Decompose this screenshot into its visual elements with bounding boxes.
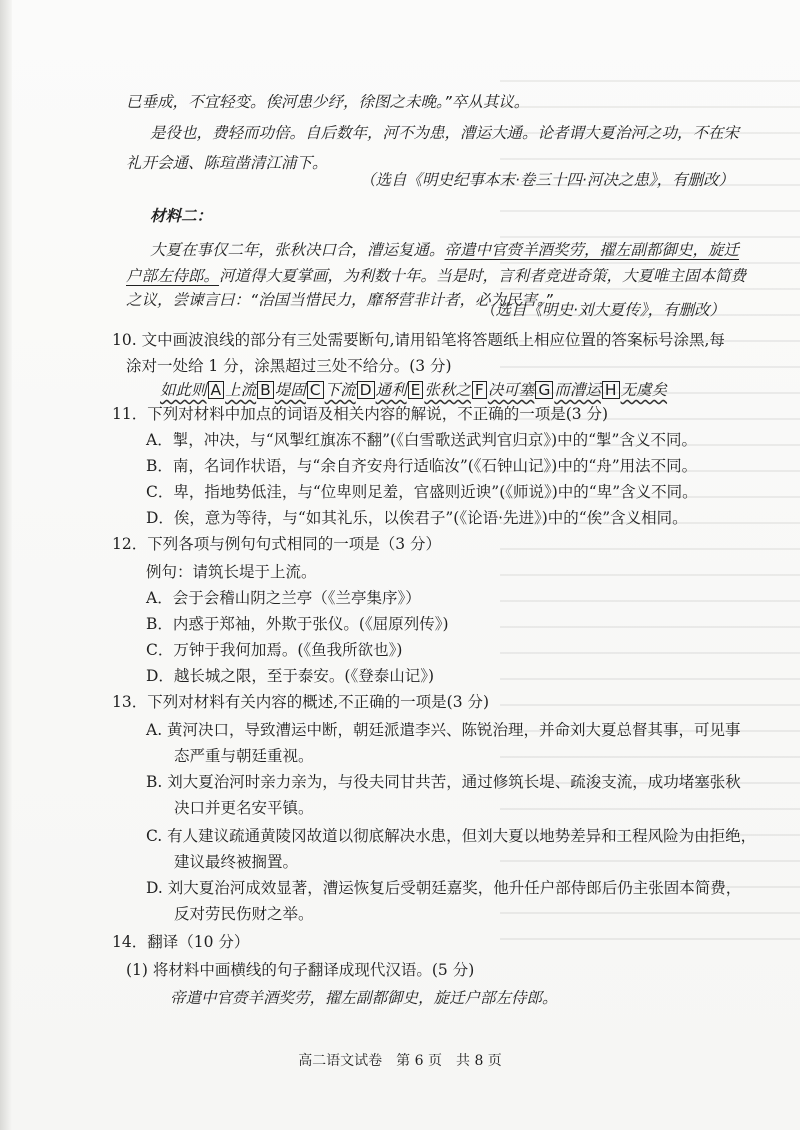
- material2-underlined-2: 户部左侍郎。: [126, 267, 220, 285]
- material2-line1: [150, 240, 739, 260]
- q14-stem: 14．翻译（10 分）: [112, 933, 250, 951]
- q13-option-a-line2: 态严重与朝廷重视。: [174, 747, 314, 765]
- q10-seg-3: 下流: [324, 381, 356, 399]
- material2-source: （选自《明史·刘大夏传》，有删改）: [480, 301, 726, 319]
- q10-stem-2: 涂对一处给 1 分，涂黑超过三处不给分。(3 分): [126, 357, 452, 375]
- q10-seg-7: 而漕运: [554, 381, 601, 399]
- q13-option-c-line2: 建议最终被搁置。: [174, 853, 299, 871]
- q11-option-b[interactable]: B．南，名词作状语，与“余自齐安舟行适临汝”(《石钟山记》)中的“舟”用法不同。: [146, 457, 698, 475]
- q12-option-c[interactable]: C．万钟于我何加焉。(《鱼我所欲也》): [146, 641, 403, 659]
- q13-option-a-line1[interactable]: A. 黄河决口，导致漕运中断，朝廷派遣李兴、陈锐治理，并命刘大夏总督其事，可见事: [146, 721, 741, 739]
- q12-stem: 12．下列各项与例句句式相同的一项是（3 分）: [112, 535, 442, 553]
- q10-box-f[interactable]: F: [472, 381, 487, 399]
- q13-option-d-line1[interactable]: D. 刘大夏治河成效显著，漕运恢复后受朝廷嘉奖，他升任户部侍郎后仍主张固本简费，: [146, 879, 742, 897]
- q13-option-c-line1[interactable]: C. 有人建议疏通黄陵冈故道以彻底解决水患，但刘大夏以地势差异和工程风险为由拒绝，: [146, 827, 757, 845]
- q10-seg-5: 张秋之: [424, 381, 471, 399]
- material2-line2-b: 河道得大夏掌画，为利数十年。当是时，言利者竞进奇策，大夏唯主固本简费: [219, 267, 747, 285]
- q11-option-d[interactable]: D．俟，意为等待，与“如其礼乐，以俟君子”(《论语·先进》)中的“俟”含义相同。: [146, 509, 688, 527]
- material2-line3: 之议，尝谏言曰：“治国当惜民力，靡帑营非计者，必为民害。”: [126, 291, 553, 309]
- material1-line1: 已垂成，不宜轻变。俟河患少纾，徐图之未晚。”卒从其议。: [126, 93, 530, 111]
- q10-stem-1: 10. 文中画波浪线的部分有三处需要断句,请用铅笔将答题纸上相应位置的答案标号涂黑,每: [112, 331, 725, 349]
- material2-line1-a: 大夏在事仅二年，张秋决口合，漕运复通。: [150, 241, 445, 259]
- q12-example: 例句：请筑长堤于上流。: [146, 563, 317, 581]
- q10-seg-6: 决可塞: [487, 381, 535, 399]
- q10-box-a[interactable]: A: [208, 381, 225, 399]
- q10-seg-0: 如此则: [160, 381, 207, 399]
- q10-seg-8: 无虞矣: [620, 381, 668, 399]
- q12-option-a[interactable]: A．会于会稽山阴之兰亭（《兰亭集序》）: [146, 589, 421, 607]
- q14-part1: (1) 将材料中画横线的句子翻译成现代汉语。(5 分): [126, 961, 475, 979]
- q13-option-d-line2: 反对劳民伤财之举。: [174, 905, 314, 923]
- q13-stem: 13．下列对材料有关内容的概述,不正确的一项是(3 分): [112, 693, 490, 711]
- q10-box-d[interactable]: D: [357, 381, 375, 399]
- q12-option-d[interactable]: D．越长城之限，至于泰安。(《登泰山记》): [146, 667, 435, 685]
- q10-box-g[interactable]: G: [535, 381, 553, 399]
- q14-sentence: 帝遣中官赍羊酒奖劳，擢左副都御史，旋迁户部左侍郎。: [170, 989, 558, 1007]
- material1-line2: 是役也，费轻而功倍。自后数年，河不为患，漕运大通。论者谓大夏治河之功，不在宋: [150, 124, 740, 142]
- q10-box-b[interactable]: B: [257, 381, 274, 399]
- material1-line3: 礼开会通、陈瑄凿清江浦下。: [126, 154, 328, 172]
- q10-seg-4: 通利: [375, 381, 407, 399]
- q11-stem: 11．下列对材料中加点的词语及相关内容的解说，不正确的一项是(3 分): [112, 405, 609, 423]
- q11-option-a[interactable]: A．掣，冲决，与“风掣红旗冻不翻”(《白雪歌送武判官归京》)中的“掣”含义不同。: [146, 431, 697, 449]
- q10-sentence: [160, 380, 667, 400]
- page-footer: 高二语文试卷 第 6 页 共 8 页: [298, 1053, 502, 1069]
- q13-option-b-line2: 决口并更名安平镇。: [174, 799, 314, 817]
- material1-source: （选自《明史纪事本末·卷三十四·河决之患》，有删改）: [360, 171, 735, 189]
- material2-underlined-1: 帝遣中官赍羊酒奖劳，擢左副都御史，旋迁: [444, 241, 740, 259]
- material2-heading: 材料二：: [150, 207, 213, 225]
- q13-option-b-line1[interactable]: B. 刘大夏治河时亲力亲为，与役夫同甘共苦，通过修筑长堤、疏浚支流，成功堵塞张秋: [146, 773, 741, 791]
- scan-edge: [0, 0, 12, 1130]
- q10-box-c[interactable]: C: [307, 381, 324, 399]
- q10-seg-2: 堤固: [274, 381, 306, 399]
- q10-seg-1: 上流: [225, 381, 257, 399]
- q10-box-h[interactable]: H: [602, 381, 620, 399]
- q11-option-c[interactable]: C．卑，指地势低洼，与“位卑则足羞，官盛则近谀”(《师说》)中的“卑”含义不同。: [146, 483, 698, 501]
- q10-box-e[interactable]: E: [408, 381, 424, 399]
- material2-line2: [126, 266, 746, 286]
- q12-option-b[interactable]: B．内惑于郑袖，外欺于张仪。(《屈原列传》): [146, 615, 449, 633]
